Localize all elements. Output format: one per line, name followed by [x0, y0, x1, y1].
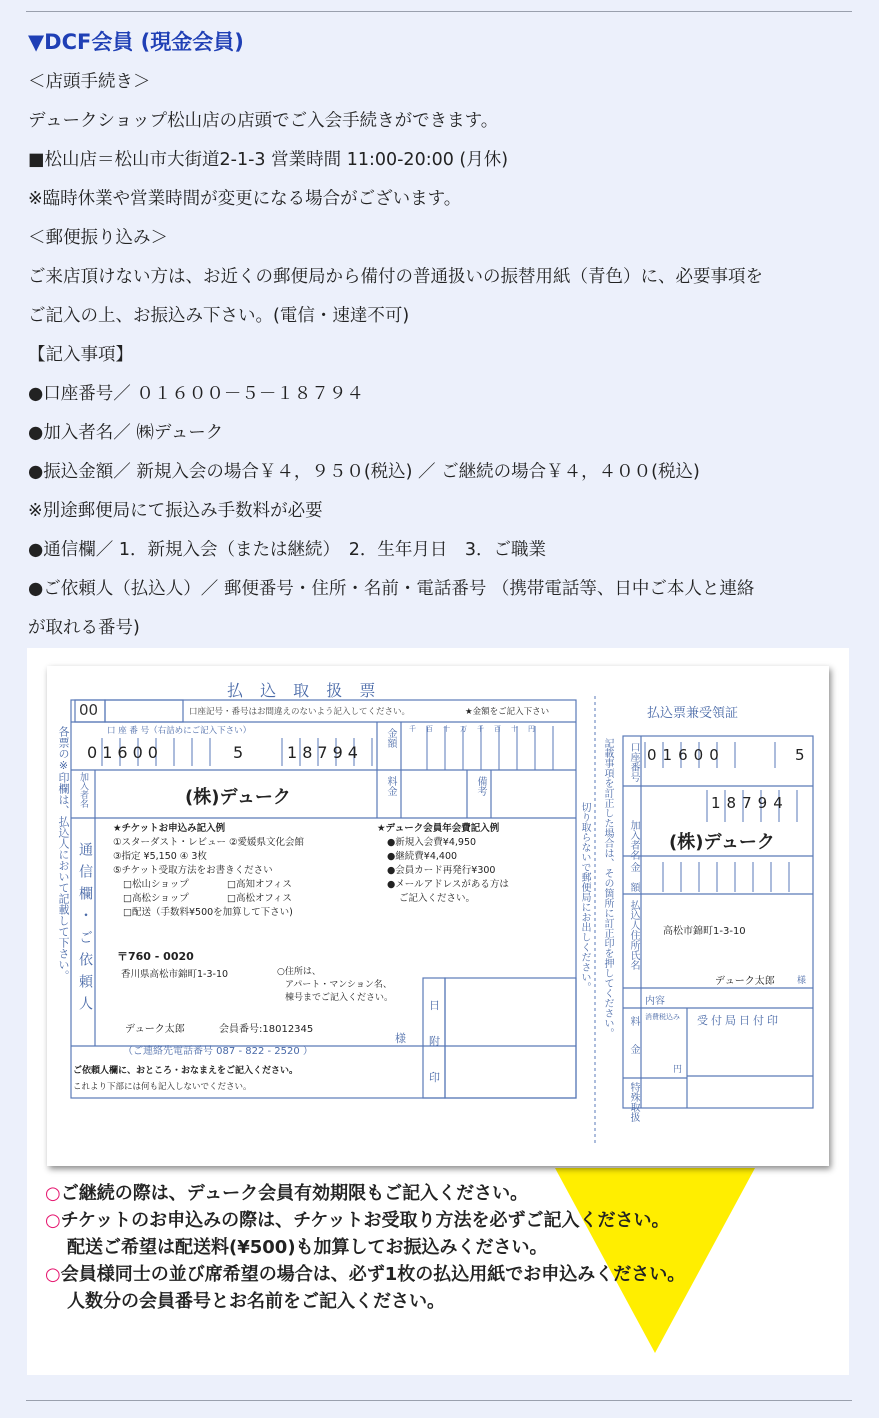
text-line: デュークショップ松山店の店頭でご入会手続きができます。 — [28, 111, 499, 131]
receipt-address: 高松市錦町1-3-10 — [663, 926, 746, 937]
payer-name: デューク太郎 — [125, 1024, 185, 1035]
text-line: ■松山店＝松山市大街道2-1-3 営業時間 11:00-20:00 (月休) — [28, 150, 509, 170]
text-line: ●加入者名／ ㈱デューク — [28, 423, 224, 443]
payment-slip — [47, 666, 829, 1166]
circle-mark: ○ — [45, 1183, 61, 1204]
cut-note: 切り取らないで郵便局にお出しください。 — [579, 802, 590, 992]
form-footer-2: これより下部には何も記入しないでください。 — [73, 1082, 252, 1092]
receipt-payer-label: 払込人住所氏名 — [628, 900, 639, 970]
receipt-contents: 内容 — [645, 996, 665, 1007]
account-digit: 1 — [287, 743, 303, 762]
payment-slip-figure — [27, 648, 849, 1375]
caution-text: 口座記号・番号はお間違えのないよう記入してください。 — [189, 707, 411, 717]
receipt-tax: 消費税込み — [645, 1013, 680, 1021]
account-digit: 0 — [709, 746, 725, 764]
unit-label: 万 — [460, 725, 477, 733]
account-digit: 0 — [87, 743, 103, 762]
account-header: 口 座 番 号（右詰めにご記入下さい） — [107, 726, 252, 736]
member-number: 会員番号:18012345 — [219, 1024, 314, 1035]
fee-example-line: ご記入ください。 — [399, 893, 476, 904]
circle-mark: ○ — [45, 1210, 61, 1231]
receipt-account-label: 口座番号 — [628, 742, 639, 782]
date-stamp-label — [429, 988, 440, 1096]
fee-example-line: ●会員カード再発行¥300 — [387, 865, 496, 876]
payee-name: (株)デューク — [185, 787, 291, 808]
address-note-line: ○住所は、 — [277, 967, 321, 977]
remarks-label: 備考 — [475, 776, 486, 796]
circle-mark: ○ — [45, 1264, 61, 1285]
account-digit: 0 — [147, 743, 163, 762]
ticket-example-title: ★チケットお申込み記入例 — [113, 823, 226, 834]
receipt-account-prefix — [647, 746, 725, 764]
fee-example-title: ★デューク会員年会費記入例 — [377, 823, 500, 834]
account-digit: 7 — [742, 794, 758, 812]
ticket-example-line: ①スターダスト・レビュー ②愛媛県文化会館 — [113, 837, 305, 848]
payer-address: 香川県高松市錦町1-3-10 — [121, 969, 229, 980]
receipt-payee: (株)デューク — [669, 832, 775, 853]
unit-label: 百 — [494, 725, 511, 733]
ticket-option: □高松オフィス — [227, 893, 292, 904]
payee-label: 加入者名 — [78, 772, 88, 808]
fee-example-line: ●新規入会費¥4,950 — [387, 837, 477, 848]
ticket-option: □高松ショップ — [123, 893, 189, 904]
ticket-example-line: ③指定 ¥5,150 ④ 3枚 — [113, 851, 207, 862]
receipt-account-number — [711, 794, 789, 812]
account-digit: 0 — [132, 743, 148, 762]
fee-example-line: ●メールアドレスがある方は — [387, 879, 509, 890]
unit-label: 十 — [443, 725, 460, 733]
account-digit: 8 — [726, 794, 743, 812]
note-text: チケットのお申込みの際は、チケットお受取り方法を必ずご記入ください。 — [60, 1210, 670, 1231]
account-digit: 9 — [332, 743, 348, 762]
receipt-amount-label: 金額 — [628, 862, 639, 902]
section-heading: ▼DCF会員 (現金会員) — [28, 30, 244, 54]
payer-phone: （ご連絡先電話番号 087 - 822 - 2520 ） — [123, 1046, 313, 1057]
fee-example — [377, 822, 509, 906]
form-footer-1: ご依頼人欄に、おところ・おなまえをご記入ください。 — [73, 1066, 299, 1076]
receipt-sama: 様 — [797, 976, 807, 986]
receipt-check-digit: 5 — [795, 746, 805, 764]
correction-note: 記載事項を訂正した場合は、その箇所に訂正印を押してください。 — [602, 738, 613, 1038]
amount-units — [409, 724, 545, 734]
note-item — [45, 1234, 685, 1261]
comm-label: 通信欄・ご依頼人 — [77, 842, 93, 1018]
text-line: ＜店頭手続き＞ — [28, 72, 151, 92]
ticket-option: □松山ショップ — [123, 879, 189, 890]
text-line: ※臨時休業や営業時間が変更になる場合がございます。 — [28, 189, 462, 209]
stamp-char: 印 — [429, 1071, 440, 1084]
stamp-char: 日 — [429, 999, 440, 1012]
account-prefix — [87, 743, 163, 762]
account-digit: 6 — [117, 743, 133, 762]
note-text: 人数分の会員番号とお名前をご記入ください。 — [67, 1291, 445, 1312]
address-note — [277, 966, 393, 1005]
unit-label: 千 — [477, 725, 494, 733]
slip-title: 払 込 取 扱 票 — [227, 681, 382, 700]
account-digit: 1 — [662, 746, 679, 764]
account-digit: 8 — [302, 743, 318, 762]
address-note-line: 棟号までご記入ください。 — [285, 993, 394, 1003]
receipt-yen: 円 — [673, 1065, 683, 1075]
account-digit: 1 — [711, 794, 727, 812]
note-text: 会員様同士の並び席希望の場合は、必ず1枚の払込用紙でお申込みください。 — [60, 1264, 686, 1285]
receipt-name: デューク太郎 — [715, 976, 775, 987]
text-line: ＜郵便振り込み＞ — [28, 228, 168, 248]
amount-hint: ★金額をご記入下さい — [465, 707, 550, 717]
left-vertical-note: 各票の※印欄は、払込人において記載して下さい。 — [57, 726, 70, 981]
account-check-digit: 5 — [233, 743, 244, 762]
receipt-fee-label: 料金 — [628, 1016, 639, 1072]
text-line: ご来店頂けない方は、お近くの郵便局から備付の普通扱いの振替用紙（青色）に、必要事項を — [28, 267, 763, 287]
text-line: が取れる番号) — [28, 618, 140, 638]
account-digit: 1 — [102, 743, 118, 762]
address-note-line: アパート・マンション名、 — [285, 980, 392, 990]
receipt-special: 特殊取扱 — [628, 1082, 639, 1122]
account-digit: 0 — [647, 746, 663, 764]
text-line: 【記入事項】 — [28, 345, 133, 365]
unit-label: 十 — [511, 725, 528, 733]
stamp-char: 附 — [429, 1035, 440, 1048]
ticket-example-line: ⑤チケット受取方法をお書きください — [113, 865, 273, 876]
note-item — [45, 1288, 685, 1315]
ticket-option: □配送（手数料¥500を加算して下さい) — [123, 907, 293, 918]
account-digit: 9 — [757, 794, 774, 812]
text-line: ●口座番号／ ０１６００－５－１８７９４ — [28, 384, 364, 404]
text-line: ●振込金額／ 新規入会の場合￥４，９５０(税込) ／ ご継続の場合￥４，４００(税込) — [28, 462, 700, 482]
account-digit: 6 — [678, 746, 694, 764]
notes-list — [45, 1180, 685, 1315]
note-item — [45, 1180, 685, 1207]
text-line: ご記入の上、お振込み下さい。(電信・速達不可) — [28, 306, 410, 326]
payer-postal: 〒760 - 0020 — [117, 950, 194, 963]
bottom-divider — [26, 1400, 852, 1401]
account-digit: 4 — [773, 794, 789, 812]
fee-example-line: ●継続費¥4,400 — [387, 851, 458, 862]
account-number — [287, 743, 363, 762]
receipt-title: 払込票兼受領証 — [647, 706, 739, 721]
text-line: ※別途郵便局にて振込み手数料が必要 — [28, 501, 323, 521]
account-digit: 7 — [317, 743, 333, 762]
account-digit: 0 — [693, 746, 710, 764]
code-box: 00 — [79, 701, 99, 719]
unit-label: 円 — [528, 725, 545, 733]
note-text: ご継続の際は、デューク会員有効期限もご記入ください。 — [60, 1183, 529, 1204]
receipt-payee-label: 加入者名 — [628, 820, 639, 860]
text-line: ●ご依頼人（払込人）／ 郵便番号・住所・名前・電話番号 （携帯電話等、日中ご本人と連絡 — [28, 579, 755, 599]
fee-label: 料金 — [385, 776, 396, 796]
note-item — [45, 1261, 685, 1288]
note-text: 配送ご希望は配送料(¥500)も加算してお振込みください。 — [67, 1237, 548, 1258]
receipt-stamp: 受付局日付印 — [697, 1014, 781, 1027]
amount-label: 金額 — [385, 728, 396, 748]
ticket-example — [113, 822, 304, 920]
note-item — [45, 1207, 685, 1234]
unit-label: 百 — [426, 725, 443, 733]
unit-label: 千 — [409, 725, 426, 733]
payer-sama: 様 — [395, 1032, 406, 1045]
ticket-option: □高知オフィス — [227, 879, 292, 890]
text-line: ●通信欄／ 1．新規入会（または継続） 2．生年月日 3．ご職業 — [28, 540, 546, 560]
top-divider — [26, 11, 852, 12]
account-digit: 4 — [347, 743, 363, 762]
